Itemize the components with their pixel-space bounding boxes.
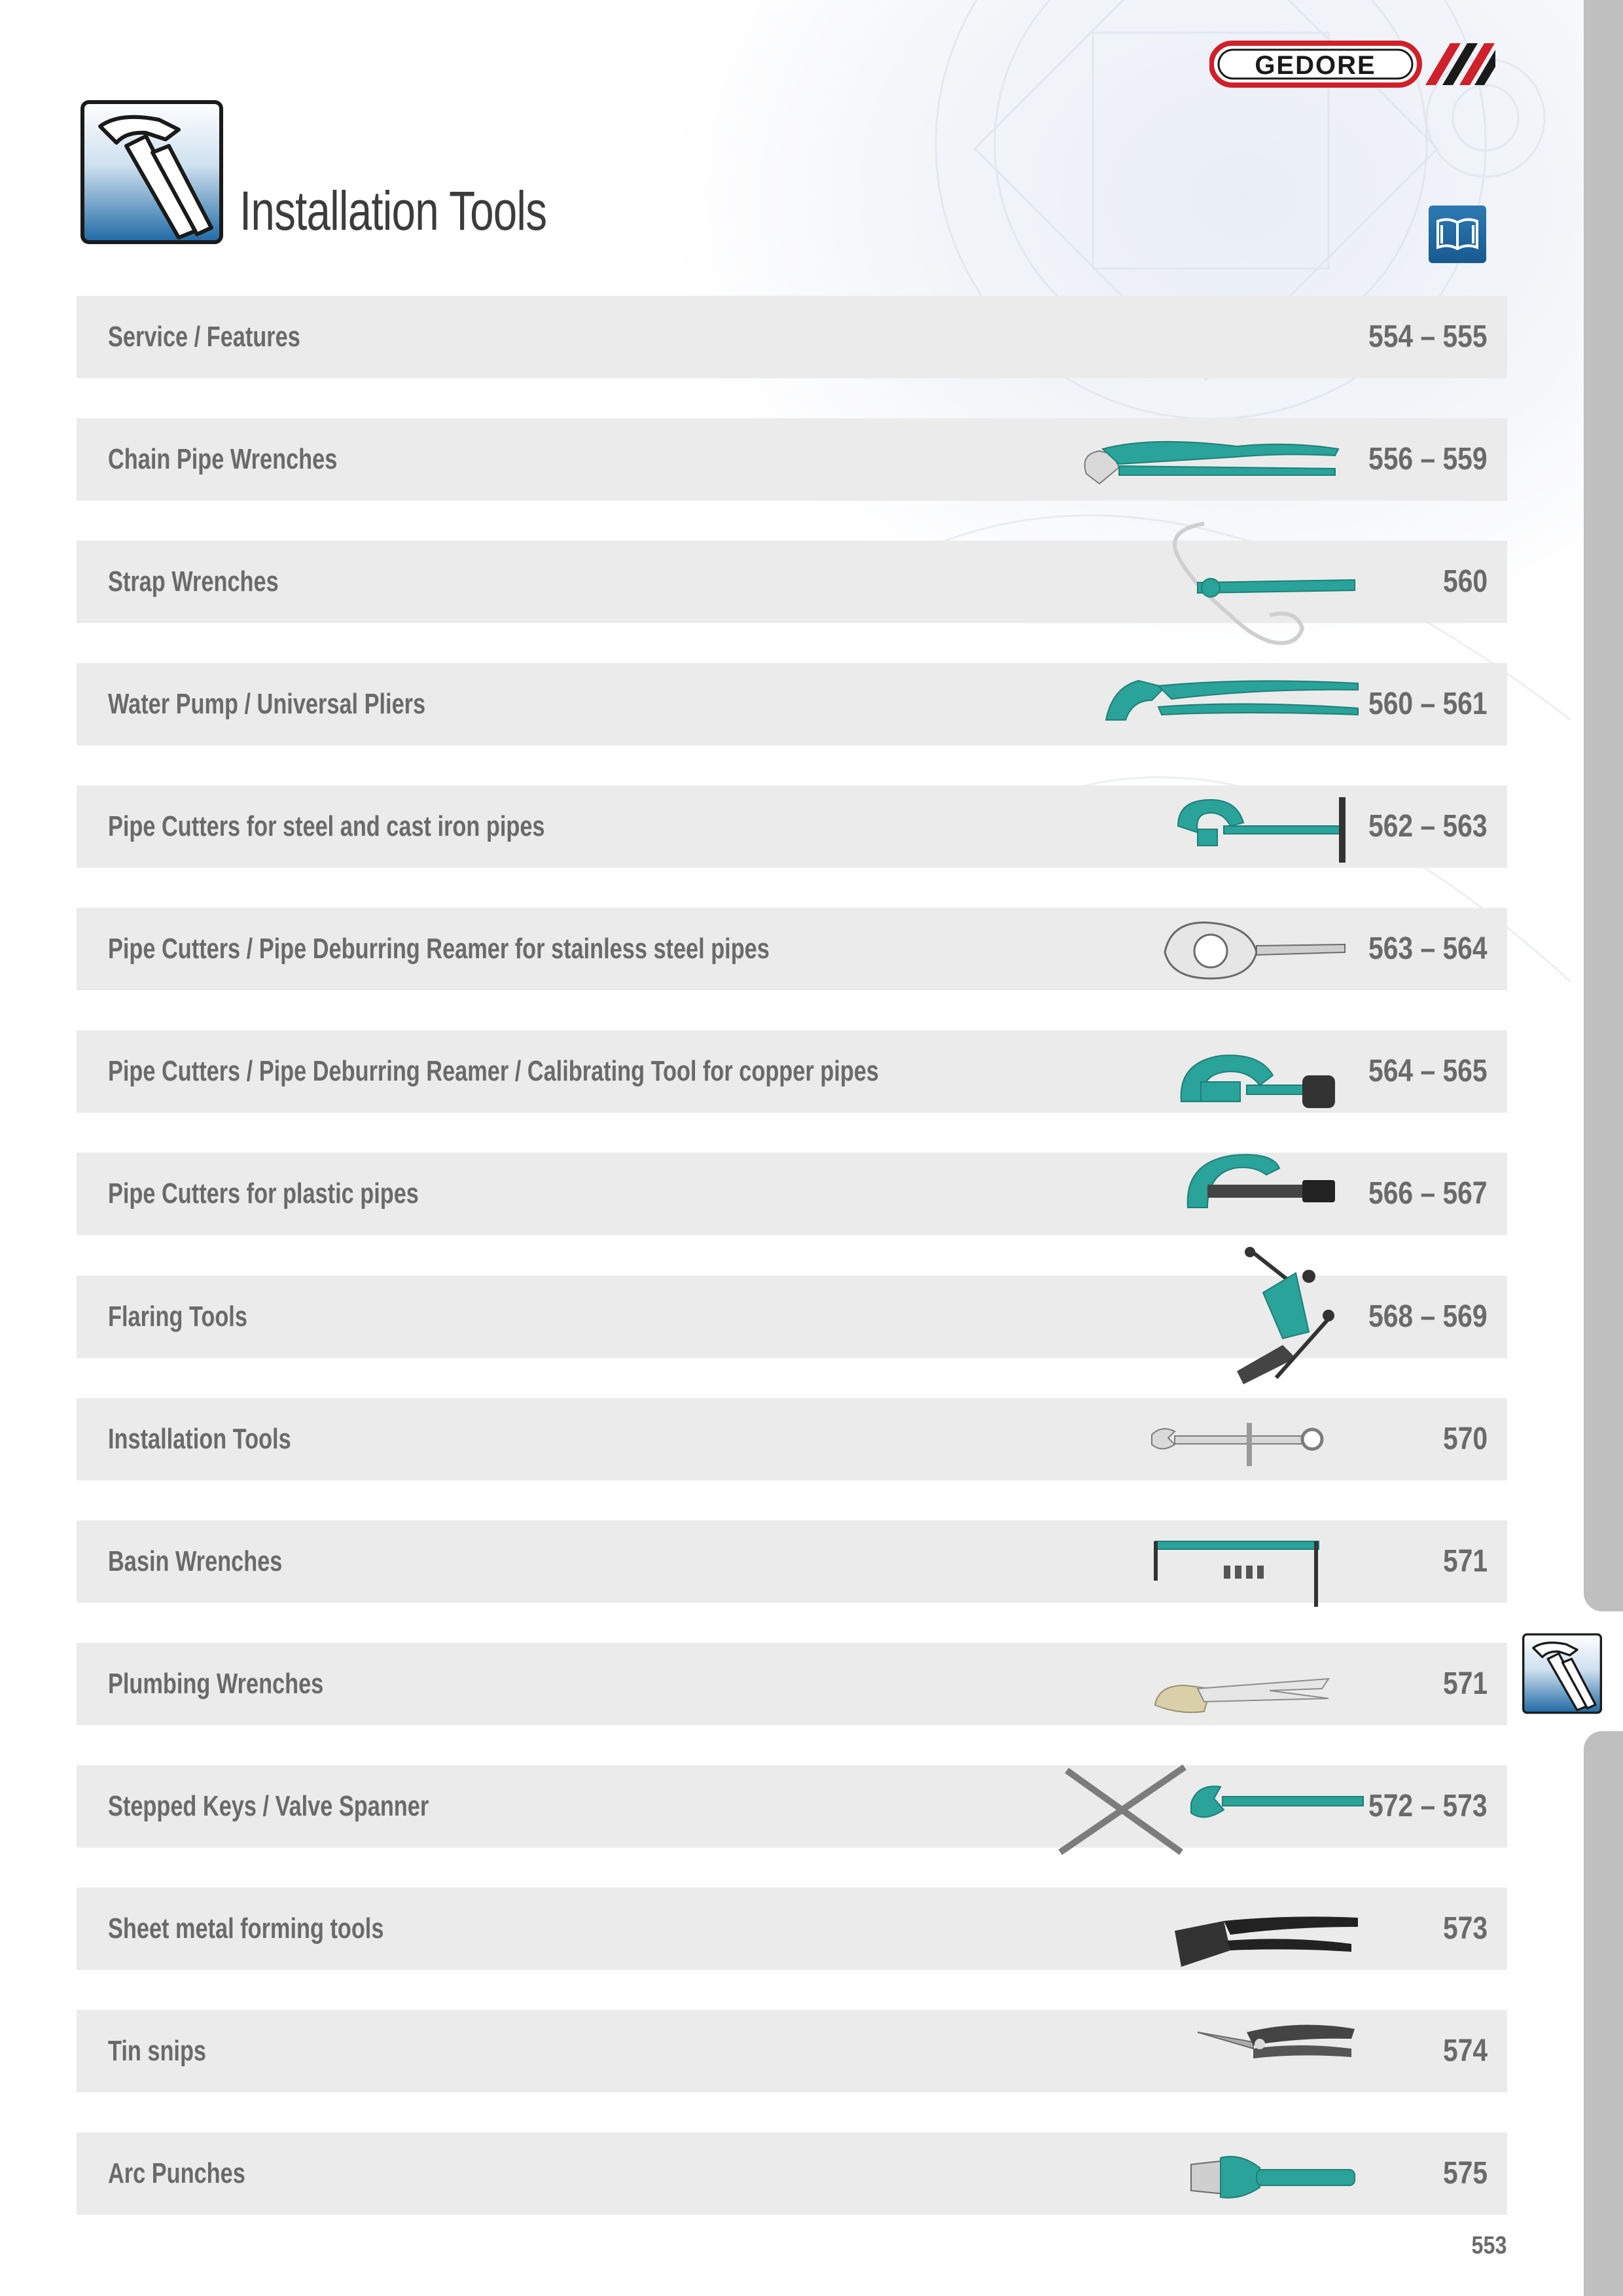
toc-pages: 566 – 567 xyxy=(1368,1176,1488,1211)
toc-label: Basin Wrenches xyxy=(108,1545,283,1577)
toc-label: Installation Tools xyxy=(108,1423,291,1455)
sheet-metal-tool-image xyxy=(1171,1911,1361,1970)
toc-label: Flaring Tools xyxy=(108,1300,247,1333)
toc-label: Plumbing Wrenches xyxy=(108,1668,324,1700)
toc-pages: 573 xyxy=(1442,1911,1488,1946)
toc-label: Strap Wrenches xyxy=(108,565,279,598)
copper-pipe-cutter-image xyxy=(1175,1049,1345,1115)
installation-wrench-image xyxy=(1149,1422,1332,1467)
svg-text:GEDORE: GEDORE xyxy=(1255,51,1376,80)
toc-pages: 563 – 564 xyxy=(1368,931,1488,966)
toc-pages: 556 – 559 xyxy=(1368,442,1488,476)
stainless-pipe-cutter-image xyxy=(1158,913,1348,985)
toc-label: Pipe Cutters / Pipe Deburring Reamer / Calibrating Tool for copper pipes xyxy=(108,1055,879,1087)
toc-label: Arc Punches xyxy=(108,2157,245,2189)
side-tab-lower xyxy=(1584,1731,1623,2296)
toc-pages: 568 – 569 xyxy=(1368,1299,1488,1334)
water-pump-pliers-image xyxy=(1099,674,1361,726)
toc-pages: 560 – 561 xyxy=(1368,687,1488,721)
toc-label: Pipe Cutters / Pipe Deburring Reamer for stainless steel pipes xyxy=(108,933,770,965)
side-tab-upper xyxy=(1584,0,1623,1611)
toc-label: Stepped Keys / Valve Spanner xyxy=(108,1790,429,1822)
book-icon xyxy=(1435,216,1480,253)
book-button[interactable] xyxy=(1429,206,1486,263)
tin-snips-image xyxy=(1194,2019,1358,2065)
plumbing-wrench-image xyxy=(1152,1672,1335,1725)
steel-pipe-cutter-image xyxy=(1171,793,1355,865)
toc-pages: 571 xyxy=(1442,1666,1488,1701)
toc-pages: 574 xyxy=(1442,2034,1488,2068)
gedore-logo xyxy=(1209,41,1497,88)
toc-label: Sheet metal forming tools xyxy=(108,1912,384,1945)
toc-row-service-features[interactable] xyxy=(77,296,1507,378)
stepped-key-image xyxy=(1047,1761,1368,1859)
toc-pages: 554 – 555 xyxy=(1368,319,1488,354)
toc-label: Water Pump / Universal Pliers xyxy=(108,688,426,720)
flaring-tool-image xyxy=(1230,1247,1348,1384)
chapter-title: Installation Tools xyxy=(240,180,547,242)
toc-pages: 564 – 565 xyxy=(1368,1054,1488,1088)
toc-label: Pipe Cutters for steel and cast iron pipes xyxy=(108,810,545,842)
toc-pages: 571 xyxy=(1442,1544,1488,1579)
toc-pages: 560 xyxy=(1442,564,1488,599)
toc-label: Pipe Cutters for plastic pipes xyxy=(108,1177,419,1210)
basin-wrench-image xyxy=(1149,1538,1325,1610)
toc-pages: 562 – 563 xyxy=(1368,809,1488,844)
page-number: 553 xyxy=(1471,2232,1507,2259)
chain-pipe-wrench-image xyxy=(1073,435,1348,493)
pipe-wrench-icon xyxy=(80,100,223,244)
arc-punch-image xyxy=(1188,2151,1358,2204)
strap-wrench-image xyxy=(1165,517,1361,648)
toc-pages: 570 xyxy=(1442,1422,1488,1456)
toc-label: Tin snips xyxy=(108,2035,207,2067)
pipe-wrench-icon[interactable] xyxy=(1522,1633,1602,1714)
toc-pages: 575 xyxy=(1442,2156,1488,2191)
toc-pages: 572 – 573 xyxy=(1368,1789,1488,1823)
plastic-pipe-cutter-image xyxy=(1181,1149,1345,1221)
toc-label: Service / Features xyxy=(108,321,300,353)
toc-label: Chain Pipe Wrenches xyxy=(108,443,338,475)
